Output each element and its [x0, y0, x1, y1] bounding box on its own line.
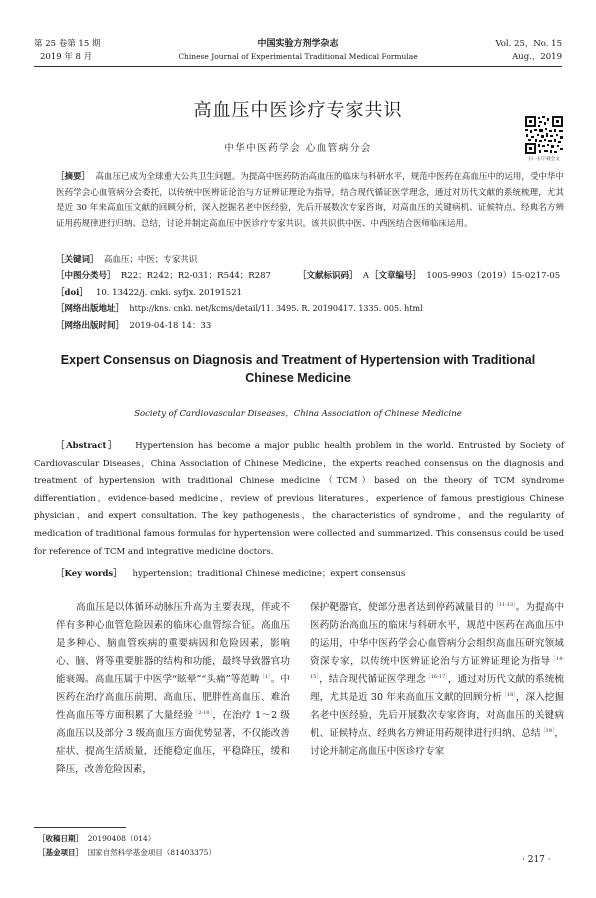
- online-time-value: 2019-04-18 14：33: [129, 321, 212, 331]
- keywords-en-value: hypertension；traditional Chinese medicine；expert consensus: [132, 569, 406, 579]
- article-no-label: ［文章编号］: [370, 271, 422, 281]
- article-title-en: Expert Consensus on Diagnosis and Treatment of Hypertension with Traditional Chinese Medicine: [60, 353, 536, 385]
- doc-code-value: A: [362, 271, 370, 281]
- fund-project: [38, 847, 216, 859]
- online-time-label: ［网络出版时间］: [56, 321, 125, 331]
- clc-value: R22；R242；R2-031；R544；R287: [120, 271, 271, 281]
- citation[interactable]: ［16-17］: [425, 674, 448, 680]
- qr-caption: 扫一扫下载全文: [528, 157, 560, 162]
- body-text: ，讨论并制定高血压中医诊疗专家: [310, 728, 564, 757]
- abstract-en-text: Hypertension has become a major public health problem in the world. Entrusted by Society of Cardiovascular Diseases，China Association of Chinese Medicine，the experts reached consensus on the diagnosis and treatment of hypertension with traditional Chinese medicine（TCM）based on the theory of TCM syndrome differentiation，evidence-based medicine，review of previous literatures，experience of famous prestigious Chinese physician，and expert consultation. The key pathogenesis，the characteristics of syndrome，and the regularity of medication of traditional famous formulas for hypertension were collected and summarized. This consensus could be used for reference of TCM and integrative medicine doctors.: [34, 441, 564, 557]
- qr-code-icon[interactable]: [524, 115, 564, 155]
- doc-code: [298, 270, 369, 282]
- online-addr-label: ［网络出版地址］: [56, 304, 125, 314]
- body-left-column: [56, 599, 290, 779]
- abstract-cn: [56, 170, 564, 232]
- journal-name-cn: 中国实验方剂学杂志: [257, 39, 339, 49]
- abstract-en-label: ［Abstract］: [56, 441, 119, 451]
- citation[interactable]: ［1］: [259, 674, 271, 680]
- received-label: ［收稿日期］: [38, 834, 83, 843]
- received-value: 20190408（014）: [87, 834, 156, 843]
- page-number: · 217 ·: [522, 855, 551, 865]
- article-no-value: 1005-9903（2019）15-0217-05: [426, 271, 561, 281]
- fund-label: ［基金项目］: [38, 848, 83, 857]
- journal-volume-issue: 第 25 卷第 15 期: [34, 39, 101, 49]
- body-text: 。中医药在治疗高血压前期、高血压、肥胖性高血压、难治性高血压等方面积累了大量经验: [56, 674, 290, 721]
- journal-name-en: Chinese Journal of Experimental Traditional Medical Formulae: [178, 52, 418, 61]
- author-en: Society of Cardiovascular Diseases，China Association of Chinese Medicine: [134, 409, 462, 419]
- journal-date: 2019 年 8 月: [40, 52, 93, 62]
- citation[interactable]: ［19］: [540, 728, 555, 734]
- fund-value: 国家自然科学基金项目（81403375）: [87, 848, 216, 857]
- body-text: 。为提高中医药防治高血压的临床与科研水平，规范中医药在高血压中的运用，中华中医药学会心血管病分会组织高血压研究领域资深专家，以传统中医辨证论治与方证辨证理论为指导: [310, 602, 565, 667]
- clc-label: ［中图分类号］: [56, 271, 116, 281]
- doi-value[interactable]: 10. 13422/j. cnki. syfjx. 20191521: [95, 288, 243, 298]
- body-right-column: [310, 599, 564, 761]
- keywords-cn: [56, 254, 197, 266]
- clc-number: [56, 270, 271, 282]
- body-text: 高血压是以体循环动脉压升高为主要表现，伴或不伴有多种心血管危险因素的临床心血管综合征。高血压是多种心、脑血管疾病的重要病因和危险因素，影响心、脑、肾等重要脏器的结构和功能，最终导致器官功能衰竭。高血压属于中医学“眩晕”“头痛”等范畴: [56, 602, 290, 685]
- citation[interactable]: ［14-15］: [310, 656, 564, 680]
- header-rule: [34, 66, 562, 67]
- citation[interactable]: ［11-13］: [493, 602, 516, 608]
- keywords-cn-label: ［关键词］: [56, 255, 99, 265]
- keywords-cn-value: 高血压；中医；专家共识: [103, 255, 198, 265]
- article-title-cn: 高血压中医诊疗专家共识: [193, 100, 403, 121]
- doc-code-label: ［文献标识码］: [298, 271, 358, 281]
- citation[interactable]: ［18］: [501, 692, 516, 698]
- journal-date-en: Aug.，2019: [512, 52, 562, 62]
- abstract-cn-text: 高血压已成为全球重大公共卫生问题。为提高中医药防治高血压的临床与科研水平，规范中医药在高血压中的运用，受中华中医药学会心血管病分会委托，以传统中医辨证论治与方证辨证理论为指导，结合现代循证医学理念，通过对历代文献的系统梳理，尤其是近 30 年来高血压文献的回顾分析，深入挖掘名老中医经验，先后开展数次专家咨询，对高血压的关键病机、证候特点、经典名方辨证用药规律进行归纳、总结，讨论并制定高血压中医诊疗专家共识。该共识供中医、中西医结合医师临床运用。: [56, 172, 564, 229]
- citation[interactable]: ［2-10］: [193, 710, 213, 716]
- footnote-rule: [34, 827, 126, 828]
- journal-vol-en: Vol. 25，No. 15: [495, 39, 562, 49]
- doi: [56, 287, 242, 299]
- online-time: [56, 320, 211, 332]
- abstract-en: [34, 438, 564, 561]
- body-text: ，在治疗 1～2 级高血压以及部分 3 级高血压方面优势显著，不仅能改善症状、提高生活质量，还能稳定血压，平稳降压，缓和降压，改善危险因素，: [56, 710, 290, 775]
- online-address: [56, 303, 423, 315]
- keywords-en: [56, 566, 564, 584]
- body-text: 保护靶器官，使部分患者达到停药减量目的: [310, 602, 494, 613]
- doi-label: ［doi］: [56, 288, 88, 298]
- received-date: [38, 833, 155, 845]
- body-text: ，深入挖掘名老中医经验，先后开展数次专家咨询，对高血压的关键病机、证候特点、经典名方辨证用药规律进行归纳、总结: [310, 692, 564, 739]
- abstract-cn-label: ［摘要］: [56, 172, 91, 182]
- body-text: ，结合现代循证医学理念: [319, 674, 426, 685]
- online-addr-link[interactable]: http://kns. cnki. net/kcms/detail/11. 3495. R. 20190417. 1335. 005. html: [129, 304, 423, 313]
- body-text: ，通过对历代文献的系统梳理，尤其是近 30 年来高血压文献的回顾分析: [310, 674, 565, 703]
- author-cn: 中华中医药学会 心血管病分会: [224, 143, 372, 154]
- article-number: [370, 270, 560, 282]
- keywords-en-label: ［Key words］: [56, 569, 122, 579]
